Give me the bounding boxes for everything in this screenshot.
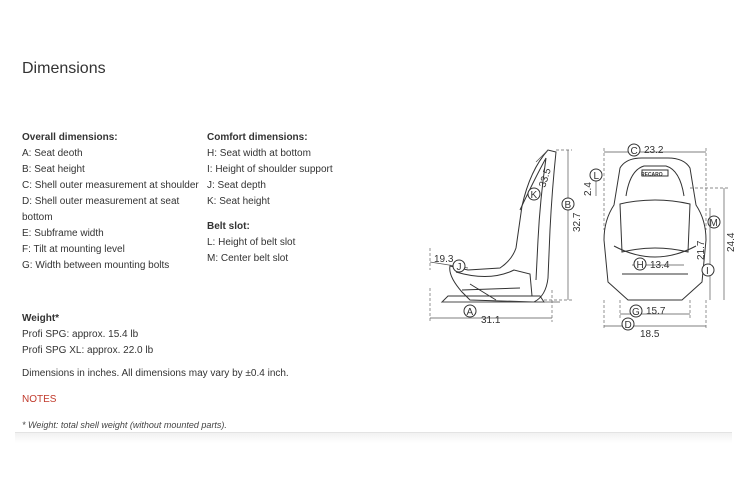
dim-c-value: 23.2 (644, 145, 664, 156)
weight-item: Profi SPG XL: approx. 22.0 lb (22, 345, 154, 356)
overall-item: G: Width between mounting bolts (22, 260, 170, 271)
callout-k-letter: K (530, 190, 538, 201)
dim-j-value: 19.3 (434, 254, 454, 265)
notes-link[interactable]: NOTES (22, 394, 57, 405)
tolerance-note: Dimensions in inches. All dimensions may vary by ±0.4 inch. (22, 368, 289, 379)
callout-i-letter: I (706, 266, 709, 277)
overall-item: E: Subframe width (22, 228, 104, 239)
comfort-item: K: Seat height (207, 196, 270, 207)
dim-d-value: 18.5 (640, 329, 660, 340)
front-view-drawing (604, 158, 706, 300)
dim-i-value: 21.7 (696, 240, 707, 260)
belt-item: L: Height of belt slot (207, 237, 296, 248)
callout-d-letter: D (624, 320, 632, 331)
dim-m-value: 24.4 (726, 232, 737, 252)
overall-item: B: Seat height (22, 164, 85, 175)
belt-slot-heading: Belt slot: (207, 221, 250, 232)
dim-a-value: 31.1 (481, 315, 501, 326)
dim-b-value: 32.7 (572, 212, 583, 232)
callout-l-letter: L (593, 171, 600, 182)
comfort-item: J: Seat depth (207, 180, 266, 191)
overall-item: F: Tilt at mounting level (22, 244, 125, 255)
callout-b-letter: B (564, 200, 572, 211)
comfort-item: H: Seat width at bottom (207, 148, 311, 159)
dim-k-value: 33.5 (537, 167, 554, 189)
dim-g-value: 15.7 (646, 306, 666, 317)
callout-g-letter: G (632, 307, 640, 318)
callout-a-letter: A (466, 307, 474, 318)
weight-heading: Weight* (22, 313, 60, 324)
callout-h-letter: H (636, 260, 644, 271)
callout-c-letter: C (630, 146, 638, 157)
overall-item: bottom (22, 212, 53, 223)
brand-logo: RECARO (641, 172, 663, 178)
callout-m-letter: M (709, 218, 718, 229)
page-title: Dimensions (22, 60, 106, 77)
dim-l-value: 2.4 (583, 182, 594, 196)
overall-item: A: Seat deoth (22, 148, 83, 159)
callout-j-letter: J (456, 262, 462, 273)
comfort-item: I: Height of shoulder support (207, 164, 333, 175)
belt-item: M: Center belt slot (207, 253, 289, 264)
dim-h-value: 13.4 (650, 260, 670, 271)
weight-item: Profi SPG: approx. 15.4 lb (22, 329, 139, 340)
overall-item: C: Shell outer measurement at shoulder (22, 180, 199, 191)
comfort-dimensions-heading: Comfort dimensions: (207, 132, 308, 143)
overall-dimensions-heading: Overall dimensions: (22, 132, 118, 143)
weight-footnote: * Weight: total shell weight (without mounted parts). (22, 420, 227, 430)
overall-item: D: Shell outer measurement at seat (22, 196, 180, 207)
